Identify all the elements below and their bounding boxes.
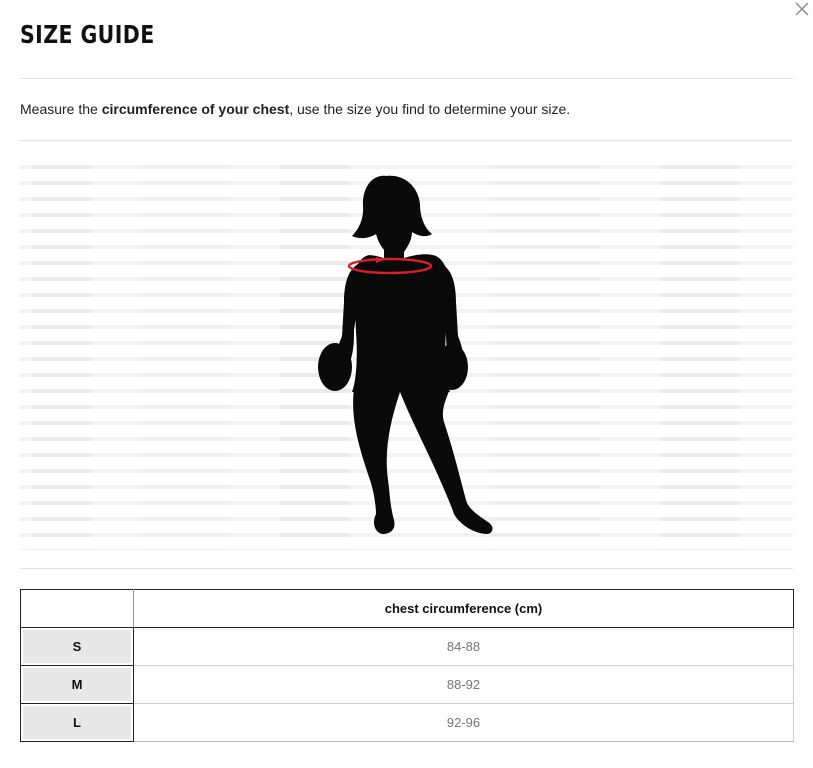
close-icon[interactable] — [793, 0, 811, 18]
table-corner-cell — [21, 590, 134, 628]
size-label: M — [21, 666, 134, 704]
size-value: 92-96 — [134, 704, 794, 742]
divider — [20, 140, 793, 141]
table-row — [21, 704, 794, 742]
size-value: 88-92 — [134, 666, 794, 704]
page-title: SIZE GUIDE — [20, 20, 155, 49]
size-label: L — [21, 704, 134, 742]
instruction-text: Measure the — [20, 101, 102, 117]
column-header: chest circumference (cm) — [134, 590, 794, 628]
table-row — [21, 628, 794, 666]
table-header-row — [21, 590, 794, 628]
size-value: 84-88 — [134, 628, 794, 666]
measurement-instruction — [20, 101, 570, 117]
divider — [20, 78, 793, 79]
size-table — [20, 589, 794, 742]
divider — [20, 568, 793, 569]
measurement-illustration — [20, 160, 793, 550]
chest-measure-figure — [20, 160, 793, 550]
table-row — [21, 666, 794, 704]
size-label: S — [21, 628, 134, 666]
instruction-text-end: , use the size you find to determine your size. — [289, 101, 571, 117]
instruction-emphasis: circumference of your chest — [101, 101, 290, 117]
